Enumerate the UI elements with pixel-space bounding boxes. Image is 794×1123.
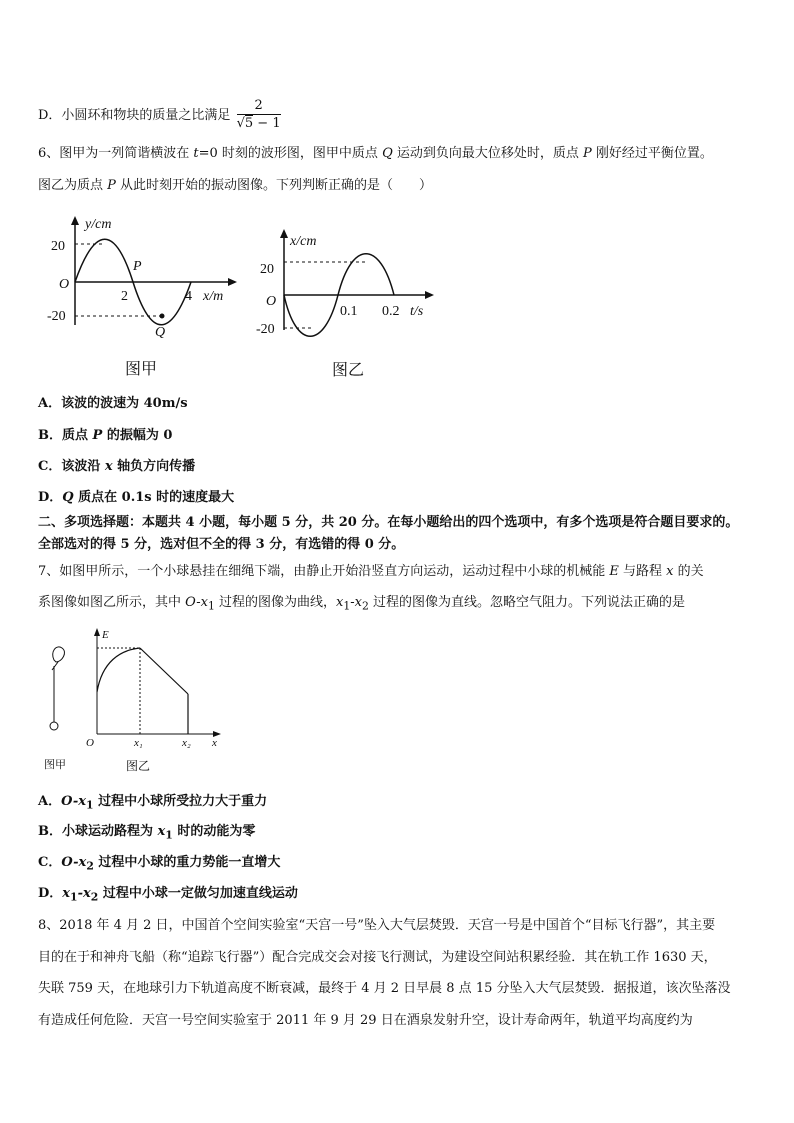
q7-fig-tick-x1: x₁ bbox=[134, 737, 143, 749]
q6-fig1-tick-x1: 2 bbox=[121, 289, 128, 304]
q7-option-c: C．$O-x_2$ 过程中小球的重力势能一直增大 bbox=[38, 855, 281, 873]
q8-line3: 失联 759 天，在地球引力下轨道高度不断衰减，最终于 4 月 2 日早晨 8 点 15 分坠入大气层焚毁．据报道，该次坠落没 bbox=[38, 981, 731, 996]
q6-fig2-tick-x1: 0.1 bbox=[340, 304, 358, 319]
q7-fig-tick-x2: x₂ bbox=[182, 737, 191, 749]
q5-fraction: $\frac{2}{√5 - 1}$ bbox=[236, 98, 281, 131]
q6-option-c: C．该波沿 x 轴负方向传播 bbox=[38, 459, 196, 474]
q8-line1: 8、2018 年 4 月 2 日，中国首个空间实验室“天宫一号”坠入大气层焚毁．天宫一号是中国首个“目标飞行器”，其主要 bbox=[38, 918, 716, 933]
q8-line2: 目的在于和神舟飞船（称“追踪飞行器”）配合完成交会对接飞行测试，为建设空间站积累经验．其在轨工作 1630 天， bbox=[38, 950, 717, 965]
q6-fig1-caption: 图甲 bbox=[125, 361, 158, 378]
q7-fig-caption2: 图乙 bbox=[126, 759, 151, 773]
q7-fig-xlabel: x bbox=[212, 737, 217, 749]
q7-option-b: B．小球运动路程为 $x_1$ 时的动能为零 bbox=[38, 824, 256, 842]
q6-figure-jia bbox=[45, 210, 245, 385]
q7-stem-line1: 7、如图甲所示，一个小球悬挂在细绳下端，由静止开始沿竖直方向运动，运动过程中小球的机械能 E 与路程 x 的关 bbox=[38, 564, 704, 579]
q6-fig2-tick-pos: 20 bbox=[260, 262, 274, 277]
q6-fig1-xlabel: x/m bbox=[203, 289, 224, 304]
q7-stem-line2: 系图像如图乙所示，其中 $O-x_1$ 过程的图像为曲线，$x_1-x_2$ 过程的图像为直线。忽略空气阻力。下列说法正确的是 bbox=[38, 595, 686, 613]
q6-fig2-tick-neg: -20 bbox=[256, 322, 275, 337]
q6-option-b: B．质点 P 的振幅为 0 bbox=[38, 428, 173, 443]
section2-line2: 全部选对的得 5 分，选对但不全的得 3 分，有选错的得 0 分。 bbox=[38, 537, 405, 552]
q5-option-d: D．小圆环和物块的质量之比满足 $\frac{2}{√5 - 1}$ bbox=[38, 98, 281, 131]
q6-option-a: A．该波的波速为 40m/s bbox=[38, 396, 188, 411]
q6-fig1-tick-pos: 20 bbox=[51, 239, 65, 254]
q7-figure bbox=[40, 622, 240, 777]
q8-line4: 有造成任何危险．天宫一号空间实验室于 2011 年 9 月 29 日在酒泉发射升空，设计寿命两年，轨道平均高度约为 bbox=[38, 1013, 693, 1028]
section2-line1: 二、多项选择题：本题共 4 小题，每小题 5 分，共 20 分。在每小题给出的四个选项中，有多个选项是符合题目要求的。 bbox=[38, 515, 739, 530]
q6-fig1-tick-neg: -20 bbox=[47, 309, 66, 324]
q6-fig2-xlabel: t/s bbox=[410, 304, 424, 319]
q6-fig2-caption: 图乙 bbox=[332, 362, 365, 379]
q7-option-d: D．$x_1-x_2$ 过程中小球一定做匀加速直线运动 bbox=[38, 886, 298, 904]
q7-fig-origin: O bbox=[86, 737, 94, 749]
q7-option-a: A．$O-x_1$ 过程中小球所受拉力大于重力 bbox=[38, 794, 268, 812]
q6-fig1-label-p: P bbox=[133, 259, 142, 274]
q7-fig-caption1: 图甲 bbox=[44, 759, 66, 771]
q6-stem-line2: 图乙为质点 P 从此时刻开始的振动图像。下列判断正确的是（ ） bbox=[38, 178, 433, 193]
q6-fig2-origin: O bbox=[266, 294, 277, 309]
q6-stem-line1: 6、图甲为一列简谐横波在 t=0 时刻的波形图，图甲中质点 Q 运动到负向最大位移处时，质点 P 刚好经过平衡位置。 bbox=[38, 146, 713, 161]
q6-fig1-label-q: Q bbox=[155, 325, 166, 340]
q6-fig1-origin: O bbox=[59, 277, 70, 292]
q6-figure-yi bbox=[256, 225, 446, 385]
q6-fig2-tick-x2: 0.2 bbox=[382, 304, 400, 319]
q6-fig2-ylabel: x/cm bbox=[290, 234, 317, 249]
q6-fig1-tick-x2: 4 bbox=[185, 289, 192, 304]
q7-fig-ylabel: E bbox=[102, 629, 109, 641]
q6-fig1-ylabel: y/cm bbox=[85, 217, 112, 232]
q6-option-d: D．Q 质点在 0.1s 时的速度最大 bbox=[38, 490, 235, 505]
